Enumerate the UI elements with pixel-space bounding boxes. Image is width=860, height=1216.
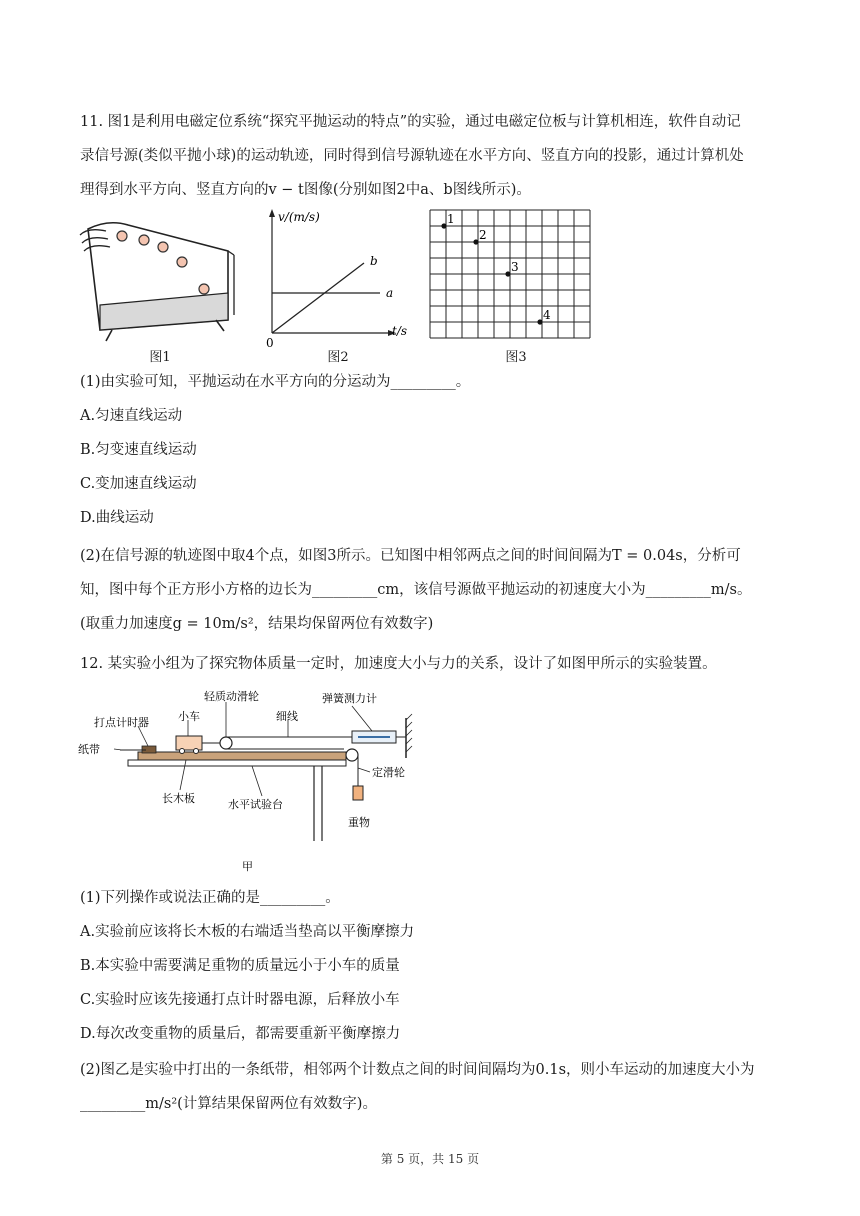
figure-jia-apparatus bbox=[76, 686, 436, 876]
grid-point-label-3: 3 bbox=[511, 260, 519, 274]
figure-2-vt-graph bbox=[262, 205, 412, 350]
t-axis-label: t/s bbox=[392, 324, 408, 338]
q11-sub-1: (1)由实验可知，平抛运动在水平方向的分运动为_________。 bbox=[80, 374, 471, 390]
cart bbox=[176, 736, 202, 750]
ball-3 bbox=[158, 242, 168, 252]
label-timer: 打点计时器 bbox=[94, 716, 149, 729]
grid-point-4 bbox=[537, 319, 542, 324]
q11-sub-2-line-2: 知，图中每个正方形小方格的边长为_________cm，该信号源做平抛运动的初速度大小为_________m/s。 bbox=[80, 582, 752, 598]
q12-sub-2-line-1: (2)图乙是实验中打出的一条纸带，相邻两个计数点之间的时间间隔均为0.1s，则小车运动的加速度大小为 bbox=[80, 1062, 755, 1078]
q11-sub-2-line-1: (2)在信号源的轨迹图中取4个点，如图3所示。已知图中相邻两点之间的时间间隔为T = 0.04s，分析可 bbox=[80, 548, 741, 564]
q11-line-3: 理得到水平方向、竖直方向的v − t图像(分别如图2中a、b图线所示)。 bbox=[80, 182, 531, 198]
label-spring-balance: 弹簧测力计 bbox=[322, 692, 377, 705]
grid-point-1 bbox=[441, 223, 446, 228]
q12-option-a: A.实验前应该将长木板的右端适当垫高以平衡摩擦力 bbox=[80, 924, 415, 940]
q11-option-b: B.匀变速直线运动 bbox=[80, 442, 197, 458]
label-long-board: 长木板 bbox=[162, 792, 195, 805]
ball-2 bbox=[139, 235, 149, 245]
ball-1 bbox=[117, 231, 127, 241]
q11-sub-2-line-3: (取重力加速度g = 10m/s²，结果均保留两位有效数字) bbox=[80, 616, 434, 632]
v-axis-label: v/(m/s) bbox=[278, 210, 320, 224]
moving-pulley bbox=[220, 737, 232, 749]
figure-3-caption: 图3 bbox=[505, 350, 527, 365]
label-string: 细线 bbox=[276, 710, 298, 723]
grid-point-3 bbox=[505, 271, 510, 276]
line-b bbox=[272, 263, 364, 333]
figure-1-board bbox=[78, 215, 238, 345]
q12-option-b: B.本实验中需要满足重物的质量远小于小车的质量 bbox=[80, 958, 400, 974]
label-test-table: 水平试验台 bbox=[228, 798, 283, 811]
q12-sub-2-line-2: _________m/s²(计算结果保留两位有效数字)。 bbox=[80, 1096, 377, 1112]
grid-point-label-2: 2 bbox=[479, 228, 487, 242]
q12-line-1: 12. 某实验小组为了探究物体质量一定时，加速度大小与力的关系，设计了如图甲所示的实验装置。 bbox=[80, 656, 717, 672]
q12-option-d: D.每次改变重物的质量后，都需要重新平衡摩擦力 bbox=[80, 1026, 401, 1042]
figure-1-caption: 图1 bbox=[149, 350, 171, 365]
figure-3-grid bbox=[426, 206, 596, 341]
long-board bbox=[138, 752, 346, 760]
figure-jia-caption: 甲 bbox=[242, 860, 253, 873]
page-footer: 第 5 页，共 15 页 bbox=[380, 1152, 480, 1166]
label-weight: 重物 bbox=[348, 816, 370, 829]
ball-4 bbox=[177, 257, 187, 267]
q11-line-2: 录信号源(类似平抛小球)的运动轨迹，同时得到信号源轨迹在水平方向、竖直方向的投影，通过计算机处 bbox=[80, 148, 744, 164]
label-fixed-pulley: 定滑轮 bbox=[372, 766, 405, 779]
ball-5 bbox=[199, 284, 209, 294]
weight bbox=[353, 786, 363, 800]
grid-point-label-4: 4 bbox=[543, 308, 551, 322]
q12-sub-1: (1)下列操作或说法正确的是_________。 bbox=[80, 890, 340, 906]
label-light-pulley: 轻质动滑轮 bbox=[204, 690, 259, 703]
q12-option-c: C.实验时应该先接通打点计时器电源，后释放小车 bbox=[80, 992, 400, 1008]
line-a-label: a bbox=[386, 286, 394, 300]
origin-label: 0 bbox=[266, 336, 274, 350]
grid-point-2 bbox=[473, 239, 478, 244]
line-b-label: b bbox=[370, 254, 378, 268]
grid-point-label-1: 1 bbox=[447, 212, 455, 226]
fixed-pulley bbox=[346, 749, 358, 761]
q11-option-d: D.曲线运动 bbox=[80, 510, 154, 526]
q11-option-a: A.匀速直线运动 bbox=[80, 408, 183, 424]
label-cart: 小车 bbox=[178, 710, 200, 723]
q11-line-1: 11. 图1是利用电磁定位系统“探究平抛运动的特点”的实验，通过电磁定位板与计算机相连，软件自动记 bbox=[80, 114, 741, 130]
figure-2-caption: 图2 bbox=[327, 350, 349, 365]
label-tape: 纸带 bbox=[78, 743, 100, 756]
q11-option-c: C.变加速直线运动 bbox=[80, 476, 197, 492]
